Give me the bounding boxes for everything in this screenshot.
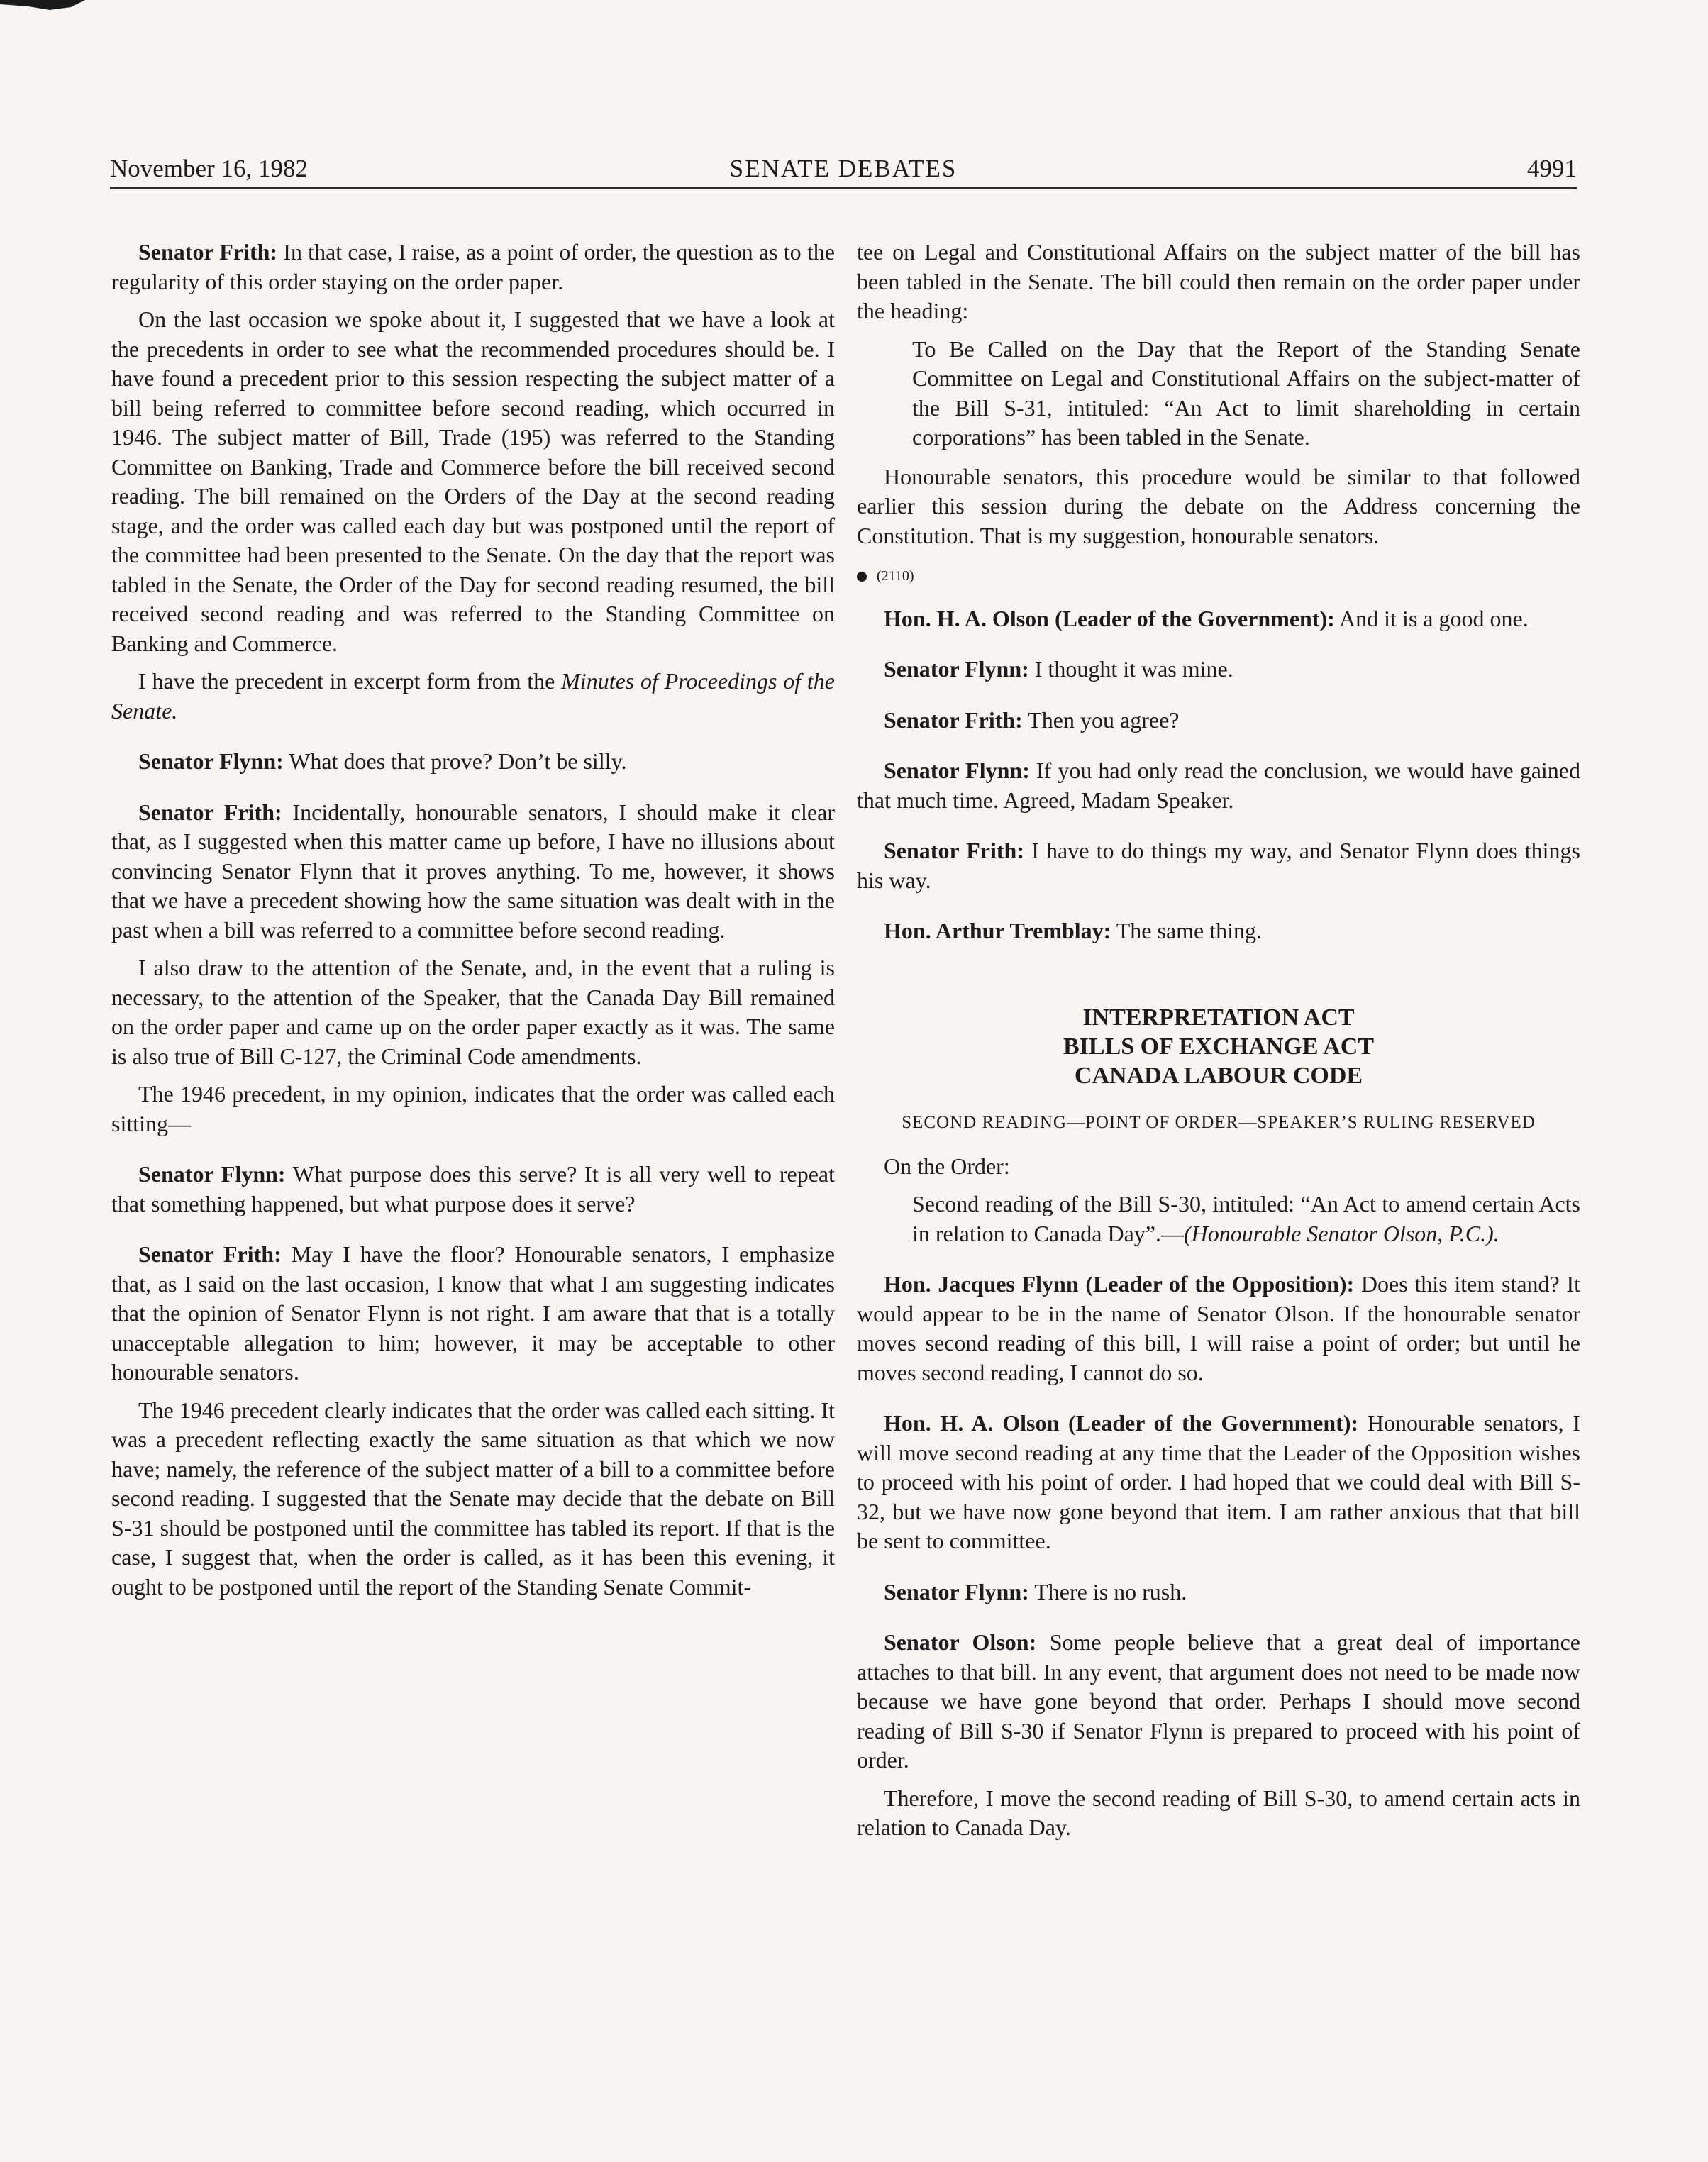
speech-text: The same thing. <box>1111 918 1263 943</box>
paragraph <box>857 655 1580 684</box>
paragraph <box>857 1270 1580 1387</box>
speaker-name: Senator Flynn: <box>884 1578 1029 1604</box>
paragraph <box>111 1240 835 1387</box>
time-marker <box>857 562 1580 592</box>
speaker-name: Senator Frith: <box>138 799 282 825</box>
section-subheading: SECOND READING—POINT OF ORDER—SPEAKER’S RULING RESERVED <box>902 1112 1536 1132</box>
paragraph <box>111 1160 835 1219</box>
speaker-name: Senator Frith: <box>138 239 278 265</box>
speaker-name: Senator Olson: <box>884 1629 1037 1655</box>
speaker-name: Hon. Arthur Tremblay: <box>884 918 1111 943</box>
left-column <box>111 238 835 1610</box>
paragraph: Therefore, I move the second reading of Bill S-30, to amend certain acts in relation to Canada Day. <box>857 1785 1580 1840</box>
bullet-icon <box>857 572 867 582</box>
speech-text: Honourable senators, I will move second reading at any time that the Leader of the Opposition wishes to proceed with his point of order. I had hoped that we could deal with Bill S-32, but we have now gone beyond that item. I am rather anxious that that bill be sent to committee. <box>857 1410 1581 1553</box>
paragraph <box>857 1578 1580 1607</box>
paragraph <box>857 1628 1580 1775</box>
paragraph <box>857 916 1580 946</box>
speech-text: Some people believe that a great deal of importance attaches to that bill. In any event, that argument does not need to be made now because we have gone beyond that order. Perhaps I should move second reading of Bill S-30 if Senator Flynn is prepared to proceed with his point of order. <box>857 1629 1581 1773</box>
right-column <box>857 238 1580 1851</box>
paragraph: I also draw to the attention of the Senate, and, in the event that a ruling is necessary, to the attention of the Speaker, that the Canada Day Bill remained on the order paper and came up on the order paper exactly as it was. The same is also true of Bill C-127, the Criminal Code amendments. <box>111 955 835 1069</box>
speaker-name: Hon. H. A. Olson (Leader of the Government): <box>884 1410 1359 1436</box>
speaker-name: Hon. H. A. Olson (Leader of the Government): <box>884 605 1335 631</box>
speaker-name: Hon. Jacques Flynn (Leader of the Opposition): <box>884 1271 1355 1297</box>
scan-corner-mark <box>0 0 85 16</box>
order-quote-sponsor: (Honourable Senator Olson, P.C.). <box>1183 1220 1499 1246</box>
order-label: On the Order: <box>884 1153 1010 1179</box>
paragraph <box>857 836 1580 895</box>
speaker-name: Senator Flynn: <box>138 748 284 774</box>
paragraph <box>857 604 1580 634</box>
header-date: November 16, 1982 <box>110 155 308 182</box>
speech-text: Then you agree? <box>1022 706 1180 733</box>
speech-text: In that case, I raise, as a point of order, the question as to the regularity of this order staying on the order paper. <box>111 239 836 294</box>
section-heading-line: CANADA LABOUR CODE <box>1074 1062 1363 1089</box>
paragraph <box>857 706 1580 736</box>
paragraph <box>111 798 835 946</box>
order-quote-text: Second reading of the Bill S-30, intituled: “An Act to amend certain Acts in relation to Canada Day”.— <box>912 1191 1580 1246</box>
speech-text: What does that prove? Don’t be silly. <box>283 748 627 774</box>
paragraph <box>111 747 835 777</box>
speaker-name: Senator Frith: <box>138 1241 282 1267</box>
speech-text: Does this item stand? It would appear to be in the name of Senator Olson. If the honourable senator moves second reading of this bill, I will raise a point of order; but until he moves second reading, I cannot do so. <box>857 1271 1581 1385</box>
paragraph <box>857 756 1580 815</box>
speech-text: Incidentally, honourable senators, I should make it clear that, as I suggested when this matter came up before, I have no illusions about convincing Senator Flynn that it proves anything. To me, however, it shows that we have a precedent showing how the same situation was dealt with in the past when a bill was referred to a committee before second reading. <box>111 799 836 943</box>
speech-text: I have the precedent in excerpt form from the <box>138 668 562 694</box>
time-marker-text: (2110) <box>877 568 914 584</box>
speaker-name: Senator Flynn: <box>138 1161 286 1187</box>
paragraph: The 1946 precedent, in my opinion, indicates that the order was called each sitting— <box>111 1081 835 1136</box>
page-header <box>110 150 1577 189</box>
speaker-name: Senator Flynn: <box>884 656 1029 682</box>
section-heading-line: BILLS OF EXCHANGE ACT <box>1063 1033 1374 1060</box>
order-quote <box>912 1190 1580 1248</box>
speech-text: I have to do things my way, and Senator Flynn does things his way. <box>857 838 1581 893</box>
paragraph: Honourable senators, this procedure would be similar to that followed earlier this session during the debate on the Address concerning the Constitution. That is my suggestion, honourable senators. <box>857 463 1580 548</box>
speech-text: What purpose does this serve? It is all very well to repeat that something happened, but what purpose does it serve? <box>111 1161 836 1216</box>
paragraph: tee on Legal and Constitutional Affairs on the subject matter of the bill has been tabled in the Senate. The bill could then remain on the order paper under the heading: <box>857 239 1580 323</box>
section-heading <box>857 1003 1580 1090</box>
block-quote: To Be Called on the Day that the Report of the Standing Senate Committee on Legal and Constitutional Affairs on the subject-matter of the Bill S-31, intituled: “An Act to limit shareholding in certain corporations” has been tabled in the Senate. <box>912 336 1580 450</box>
citation-title: Minutes of Proceedings of the Senate. <box>111 668 836 724</box>
speaker-name: Senator Frith: <box>884 706 1023 733</box>
paragraph <box>857 1409 1580 1556</box>
speech-text: If you had only read the conclusion, we would have gained that much time. Agreed, Madam Speaker. <box>857 758 1581 813</box>
section-heading-line: INTERPRETATION ACT <box>1082 1004 1355 1031</box>
header-title: SENATE DEBATES <box>729 155 958 182</box>
speaker-name: Senator Frith: <box>884 838 1025 863</box>
speech-text: And it is a good one. <box>1334 605 1529 631</box>
paragraph <box>111 238 835 296</box>
speech-text: May I have the floor? Honourable senators, I emphasize that, as I said on the last occasion, I know that what I am suggesting indicates that the opinion of Senator Flynn is not right. I am aware that that is a totally unacceptable allegation to him; however, it may be acceptable to other honourable senators. <box>111 1241 836 1385</box>
paragraph: The 1946 precedent clearly indicates that the order was called each sitting. It was a precedent reflecting exactly the same situation as that which we now have; namely, the reference of the subject matter of a bill to a committee before second reading. I suggested that the Senate may decide that the debate on Bill S-31 should be postponed until the committee has tabled its report. If that is the case, I suggest that, when the order is called, as it has been this evening, it ought to be postponed until the report of the Standing Senate Commit- <box>111 1397 835 1600</box>
speech-text: I thought it was mine. <box>1028 656 1233 682</box>
speech-text: There is no rush. <box>1028 1578 1187 1604</box>
paragraph: On the last occasion we spoke about it, I suggested that we have a look at the precedents in order to see what the recommended procedures should be. I have found a precedent prior to this session respecting the subject matter of a bill being referred to committee before second reading, which occurred in 1946. The subject matter of Bill, Trade (195) was referred to the Standing Committee on Banking, Trade and Commerce before the bill received second reading. The bill remained on the Orders of the Day at the second reading stage, and the order was called each day but was postponed until the report of the committee had been presented to the Senate. On the day that the report was tabled in the Senate, the Order of the Day for second reading resumed, the bill received second reading and was referred to the Standing Committee on Banking and Commerce. <box>111 306 835 656</box>
speaker-name: Senator Flynn: <box>884 758 1030 783</box>
page-number: 4991 <box>1527 155 1577 182</box>
paragraph <box>111 667 835 726</box>
